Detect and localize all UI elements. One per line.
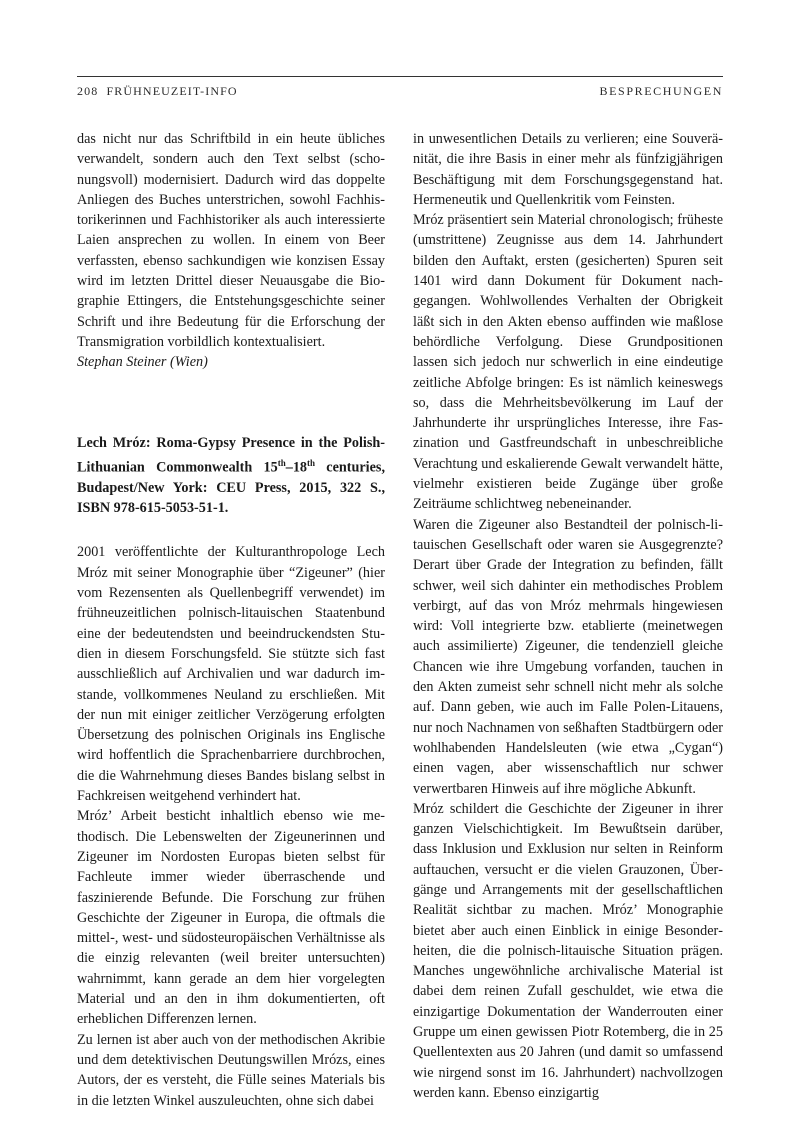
spacer bbox=[77, 518, 385, 542]
body-paragraph: Mróz schildert die Geschichte der Zigeuner in ihrer ganzen Vielschichtigkeit. Im Bewußtsein darüber, dass Inklusion und Exklusion nur selten in Reinform auftauchen, versucht er die vielen Grauzonen, Übergänge und Arrangements mit der gesellschaftlichen Realität sichtbar zu machen. Mróz’ Monographie bietet aber auch einen Einblick in einige Besonderheiten, die die polnisch-litauische Situation prägen. Manches ungewöhnliche archivalische Material ist dabei dem reinen Zufall geschuldet, wie etwa die einzigartige Dokumentation der Wanderrouten einer Gruppe um einen gewissen Piotr Rotemberg, die in 25 Quellentexten aus 20 Jahren (und damit so umfassend wie nirgend sonst im 16. Jahrhundert) nachvollzogen werden kann. Ebenso einzigartig bbox=[413, 800, 723, 1101]
reviewer-signature: Stephan Steiner (Wien) bbox=[77, 354, 208, 371]
review-heading-sup-2: th bbox=[307, 457, 316, 468]
review-heading-sup-1: th bbox=[277, 457, 286, 468]
right-column bbox=[413, 129, 723, 1103]
body-paragraph: in unwesentlichen Details zu verlieren; eine Souveränität, die ihre Basis in einer mehr als fünfzigjährigen Beschäftigung mit dem Forschungsgegenstand hat. Hermeneutik und Quellenkritik vom Feinsten. bbox=[413, 131, 723, 208]
review-heading-part-2: –18 bbox=[285, 459, 307, 476]
journal-title: FRÜHNEUZEIT-INFO bbox=[106, 84, 238, 98]
body-paragraph: Waren die Zigeuner also Bestandteil der polnisch-litauischen Gesellschaft oder waren sie Ausgegrenzte? Derart über Grade der Integration zu befinden, fällt schwer, weil sich dahinter ein methodisches Problem verbirgt, auf das von Mróz mehrmals hingewiesen wird: Voll integrierte bzw. etablierte (meinetwegen auch assimilierte) Zigeuner, die tendenziell gleiche Chancen wie ihre Umgebung vorfanden, tauchen in den Akten zumeist sehr schnell nicht mehr als solche auf. Dann geben, wie auch im Falle Polen-Litauens, nur noch Nachnamen von seßhaften Stadtbürgern oder wohlhabenden Handelsleuten (wie etwa „Cygan“) einen vagen, aber wissenschaftlich nur schwer verwertbaren Hinweis auf ihre mögliche Abkunft. bbox=[413, 516, 723, 797]
running-header bbox=[77, 84, 723, 100]
body-paragraph: Zu lernen ist aber auch von der methodischen Akribie und dem detektivischen Deutungswillen Mrózs, eines Autors, der es versteht, die Fülle seines Materials bis in die letzten Winkel auszuleuchten, ohne sich dabei bbox=[77, 1031, 385, 1109]
header-rule bbox=[77, 76, 723, 77]
page-number: 208 bbox=[77, 84, 99, 98]
left-column bbox=[77, 129, 385, 1111]
continued-paragraph: das nicht nur das Schriftbild in ein heute übliches verwandelt, sondern auch den Text selbst (schonungsvoll) modernisiert. Dadurch wird das doppelte Anliegen des Buches unterstrichen, sowohl Fachhistorikerinnen und Fachhistoriker als auch interessierte Laien ansprechen zu wollen. In einem von Beer verfassten, ebenso sachkundigen wie konzisen Essay wird im letzten Drittel dieser Neuausgabe die Biographie Ettingers, die Entstehungsgeschichte seiner Schrift und ihre Bedeutung für die Erforschung der Transmigration vorbildlich kontextualisiert. bbox=[77, 131, 385, 350]
review-heading-part-3: centuries, Budapest/New York: CEU Press, 2015, 322 S., ISBN 978-615-5053-51-1. bbox=[77, 459, 385, 517]
review-heading-part-1: Lech Mróz: Roma-Gypsy Presence in the Polish-Lithuanian Commonwealth 15 bbox=[77, 434, 385, 476]
body-paragraph: 2001 veröffentlichte der Kulturanthropologe Lech Mróz mit seiner Monographie über “Zigeuner” (hier vom Rezensenten als Quellenbegriff verwendet) im frühneuzeitlichen polnisch-litauischen Staatenbund eine der bedeutendsten und beeindruckendsten Studien in diesem Forschungsfeld. Sie stützte sich fast ausschließlich auf Archivalien und war dadurch imstande, vollkommenes Neuland zu erschließen. Mit der nun mit einiger zeitlicher Verzögerung erfolgten Übersetzung des polnischen Originals ins Englische wird hoffentlich die Sprachenbarriere durchbrochen, die die Wahrnehmung dieses Bandes bislang selbst in Fachkreisen weitgehend verhindert hat. bbox=[77, 544, 385, 805]
section-title: BESPRECHUNGEN bbox=[599, 84, 723, 98]
body-paragraph: Mróz’ Arbeit besticht inhaltlich ebenso wie methodisch. Die Lebenswelten der Zigeunerinnen und Zigeuner im Nordosten Europas bieten selbst für Fachleute immer wieder überraschende und faszinierende Befunde. Die Forschung zur frühen Geschichte der Zigeuner in Europa, die oftmals die mittel-, west- und südosteuropäischen Verhältnisse als die einzig relevanten (weil breiter untersuchten) wahrnimmt, kann gerade an dem hier vorgelegten Material und an den in ihm dokumentierten, oft erheblichen Differenzen lernen. bbox=[77, 808, 385, 1028]
header-left bbox=[77, 84, 238, 99]
spacer bbox=[77, 373, 385, 433]
review-heading bbox=[77, 433, 385, 519]
body-paragraph: Mróz präsentiert sein Material chronologisch; früheste (umstrittene) Zeugnisse aus dem 14. Jahrhundert bilden den Auftakt, ersten (gesicherten) Spuren seit 1401 wird dann Dokument für Dokument nachgegangen. Wohlwollendes Verhalten der Obrigkeit läßt sich in den Akten ebenso auffinden wie maßlose behördliche Verfolgung. Diese Grundpositionen lassen sich jedoch nur schwerlich in eine eindeutige zeitliche Abfolge bringen: Es ist nämlich keineswegs so, dass die Mehrheitsbevölkerung im Lauf der Jahrhunderte ihr ursprüngliches Interesse, ihre Faszination und Gastfreundschaft in unbeschreibliche Verachtung und eskalierende Gewalt verwandelt hätte, vielmehr existieren beide Zugänge über große Zeiträume schlichtweg nebeneinander. bbox=[413, 212, 723, 513]
